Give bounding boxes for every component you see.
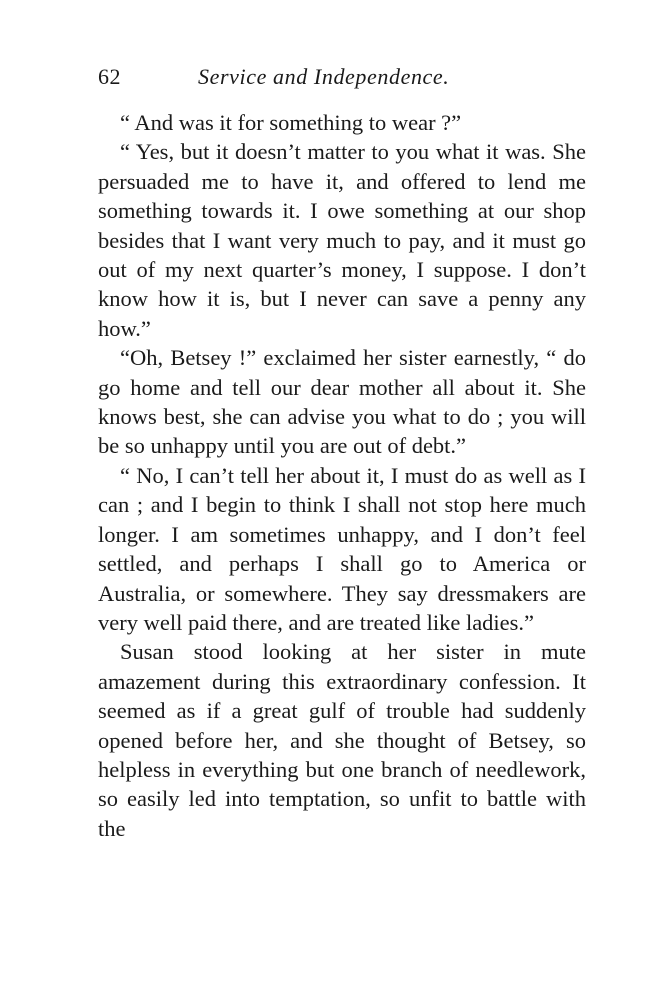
page-header — [98, 60, 588, 94]
body-text — [98, 108, 586, 843]
paragraph: “ No, I can’t tell her about it, I must do as well as I can ; and I begin to think I shall not stop here much longer. I am sometimes unhappy, and I don’t feel settled, and perhaps I shall go to America or Australia, or somewhere. They say dressmakers are very well paid there, and are treated like ladies.” — [98, 462, 586, 635]
paragraph: Susan stood looking at her sister in mute amazement during this extraordinary confession. It seemed as if a great gulf of trouble had suddenly opened before her, and she thought of Betsey, so helpless in everything but one branch of needlework, so easily led into temptation, so unfit to battle with the — [98, 639, 586, 841]
paragraph: “ Yes, but it doesn’t matter to you what it was. She persuaded me to have it, and offered to lend me something towards it. I owe something at our shop besides that I want very much to pay, and it must go out of my next quarter’s money, I suppose. I don’t know how it is, but I never can save a penny any how.” — [98, 139, 586, 341]
paragraph: “ And was it for something to wear ?” — [120, 110, 462, 135]
running-title: Service and Independence. — [198, 64, 450, 89]
page-number: 62 — [98, 64, 121, 89]
paragraph: “Oh, Betsey !” exclaimed her sister earnestly, “ do go home and tell our dear mother all about it. She knows best, she can advise you what to do ; you will be so unhappy until you are out of debt.” — [98, 345, 586, 459]
